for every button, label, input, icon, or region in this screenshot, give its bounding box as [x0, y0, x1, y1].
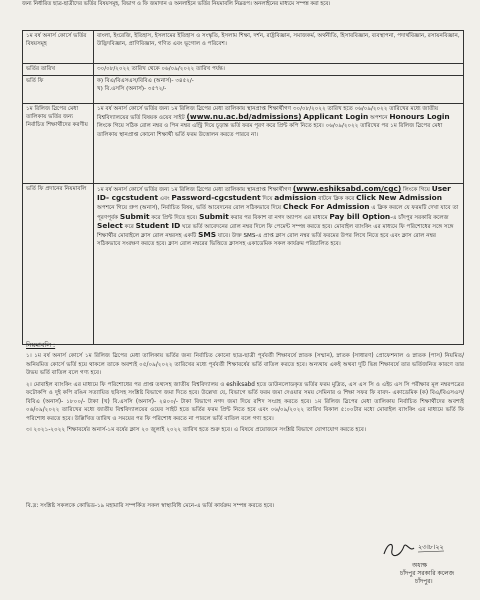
instruction-text: করে [124, 223, 134, 230]
payment-rules-label: ভর্তি ফি প্রদানের নিয়মাবলি [23, 184, 94, 345]
user-id-text: User ID- cgcstudent [97, 184, 451, 203]
payment-rules-text [94, 184, 464, 345]
footer-note: বি.দ্র: সংশ্লিষ্ট সকলকে কোভিড-১৯ মহামারি সম্পর্কিত সকল স্বাস্থ্যবিধি মেনে-এ ভর্তি কার্যক্রম সম্পন্ন করতে হবে। [26, 503, 275, 509]
date-label: ভর্তির তারিখ [23, 64, 94, 76]
signatory-location: চাঁদপুর। [415, 578, 433, 585]
instruction-text: লিংকে গিয়ে সঠিক রোল নম্বর ও পিন নম্বর এন্ট্রি দিয়ে চূড়ান্ত ভর্তি ফরম পূরণ করে প্রিন্ট কপি নিতে হবে। ০৬/০৯/২০২২ তারিখের পর ১ম রিলিজ স্লিপের মেধা তালিকায় স্থানপ্রাপ্ত কোনো শিক্ষার্থী ভর্তি ফরম উত্তোলন করতে পারবে না। [97, 123, 443, 138]
honours-login-text: Honours Login [389, 112, 450, 122]
instruction-text: ঘরে ভর্তি আবেদনের রোল নম্বর দিলে ফি পেমেন্ট সম্পন্ন করতে হবে। মোবাইল ব্যাংকিং এর মাধ্যমে ফি পরিশোধের সঙ্গে সঙ্গে শিক্ষার্থীর মোবাইলে ক্লাস রোল নম্বরসহ একটি [97, 223, 454, 240]
rule-item: ৩। ২০২১-২০২২ শিক্ষাবর্ষের অনার্স-১ম বর্ষের ক্লাস ২০ জুলাই ২০২২ তারিখ হতে শুরু হবে। এ বিষয়ে প্রয়োজনে সংশ্লিষ্ট বিভাগে যোগাযোগ করতে হবে। [26, 427, 367, 433]
instruction-text: এবং [159, 196, 170, 203]
fee-label: ভর্তি ফি [23, 76, 94, 104]
nu-admission-link[interactable]: (www.nu.ac.bd/admissions) [186, 112, 302, 122]
instruction-text: দিয়ে [262, 196, 273, 203]
instruction-text: করার পর বিকাশ বা নগদ অ্যাপস এর মাধ্যমে [230, 214, 328, 221]
first-release-instructions [94, 104, 464, 184]
instruction-text: এ ক্লিক করলে যে ফরমটি দেখা যাবে তা পূরণপূর্বক [97, 205, 459, 221]
fee-line-arts: ক) বিএ/বিএসএস/বিবিএ (অনার্স)- ৩৪৫২/- [97, 78, 194, 84]
fee-value [94, 76, 464, 104]
student-id-text: Student ID [135, 220, 181, 230]
date-value: ৩০/০৮/২০২২ তারিখ থেকে ০৬/০৯/২০২২ তারিখ পর্যন্ত। [94, 64, 464, 76]
admission-button-text: admission [274, 193, 317, 203]
signature-date: ২৩।৮।২২ [418, 543, 444, 551]
first-release-label: ১ম রিলিজ স্লিপের মেধা তালিকায় ভর্তির জন্য নির্বাচিত শিক্ষার্থীদের করণীয় [23, 104, 94, 184]
instruction-text: করে প্রিন্ট দিতে হবে। [151, 214, 198, 221]
instruction-text: ১ম বর্ষ অনার্স কোর্সে ভর্তির জন্য ১ম রিলিজ স্লিপের মেধা তালিকায় স্থানপ্রাপ্ত শিক্ষার্থীগণ ৩০/০৮/২০২২ তারিখ হতে ০৬/০৯/২০২২ তারিখের মধ্যে জাতীয় বিশ্ববিদ্যালয়ের ভর্তি বিষয়ক ওয়েব সাইট [97, 106, 439, 122]
table-row [23, 104, 464, 184]
rules-list [26, 352, 464, 438]
intro-text: জন্য নির্ধারিত ছাত্র-ছাত্রীদের ভর্তির বিষয়সমূহ, বিভাগ ও ফি জমাদান ও অনলাইনে ভর্তির নিয়মাবলি নিম্নরূপ। অনলাইনের মাধ্যমে সম্পন্ন করা হবে। [22, 1, 331, 7]
instruction-text: অপশনে [370, 115, 388, 122]
sms-text: SMS [198, 230, 217, 240]
signatory-org: চাঁদপুর সরকারি কলেজ [400, 570, 454, 577]
check-admission-text: Check For Admission [283, 202, 370, 212]
new-admission-text: Click New Admission [356, 193, 442, 203]
select-text: Select [97, 220, 123, 230]
table-row [23, 64, 464, 76]
signature-image [380, 538, 450, 560]
password-text: Password-cgcstudent [171, 193, 261, 203]
signatory-role: অধ্যক্ষ [412, 562, 428, 569]
subjects-label: ১ম বর্ষ অনার্স কোর্সে ভর্তির বিষয়সমূহ [23, 31, 94, 64]
rule-item: ২। মোবাইল ব্যাংকিং এর মাধ্যমে ফি পরিশোধের পর প্রাপ্ত তথ্যসহ জাতীয় বিশ্ববিদ্যালয় ও eshiksabd হতে ডাউনলোডকৃত ভর্তির ফরম মুদ্রিত, এস এস সি ও এইচ এস সি পরীক্ষার মূল নম্বরপত্রের ফটোকপি ও দুই কপি রঙিন সত্যায়িত ছবিসহ সংশ্লিষ্ট বিভাগে জমা দিতে হবে। উল্লেখ্য যে, বিভাগে ভর্তি ফরম জমা দেওয়ার সময় সেমিনার ও শিক্ষা সফর ফি বাবদ- একাডেমিক (ক) বিএ/বিএসএস/বিবিএ (অনার্স)- ১৮০০/- টাকা (খ) বি.এসসি (অনার্স)- ২৪০০/- টাকা বিভাগে নগদ জমা দিয়ে রশিদ সংগ্রহ করতে হবে। ১ম রিলিজ স্লিপের মেধা তালিকায় নির্বাচিত শিক্ষার্থীদের অবশ্যই ০৬/০৯/২০২২ তারিখের মধ্যে জাতীয় বিশ্ববিদ্যালয়ের ওয়েব সাইট হতে ভর্তির ফরম প্রিন্ট নিতে হবে এবং ০৬/০৯/২০২২ তারিখ বিকাল ৫:০০টার মধ্যে মোবাইল ব্যাংকিং এর মাধ্যমে ভর্তি ফি পরিশোধ করতে হবে। উল্লিখিত তারিখ ও সময়ের পর ফি পরিশোধ করতে না পারলে ভর্তি বাতিল বলে গণ্য হবে। [26, 381, 464, 422]
fee-line-science: খ) বি.এসসি (অনার্স)- ৩৫৭২/- [97, 86, 167, 93]
eshiksa-link[interactable]: (www.eshiksabd.com/cgc) [292, 184, 402, 193]
pay-bill-option-text: Pay bill Option [329, 211, 391, 221]
instruction-text: যাবে। উক্ত SMS-এ প্রাপ্ত ক্লাস রোল নম্বর ভর্তি ফরমের উপর লিখে নিতে হবে এবং ক্লাস রোল নম্বর সঠিকভাবে সংরক্ষণ করতে হবে। ক্লাস রোল নম্বরের ভিত্তিতে ক্লাসসহ একাডেমিক সকল কার্যক্রম পরিচালিত হবে। [97, 233, 436, 248]
admission-info-table [22, 30, 464, 345]
rule-item: ১। ১ম বর্ষ অনার্স কোর্সে ১ম রিলিজ স্লিপের মেধা তালিকায় ভর্তির জন্য নির্বাচিত কোনো ছাত্র-ছাত্রী পূর্ববর্তী শিক্ষাবর্ষে স্নাতক (সম্মান), স্নাতক (সাধারণ) প্রোফেশনাল ও স্নাতক (পাস) নিয়মিত/অনিয়মিত কোর্সে ভর্তি হয়ে থাকলে তাকে অবশ্যই ০৫/০৯/২০২২ তারিখের মধ্যে পূর্ববর্তী শিক্ষাবর্ষের ভর্তি বাতিল করতে হবে। অন্যথায় একই অথবা দুটি ভিন্ন শিক্ষাবর্ষে তার ভর্তিজনিত কারণে তার উভয় ভর্তি বাতিল বলে গণ্য হবে। [26, 353, 464, 376]
instruction-text: বাটনে ক্লিক করে [318, 196, 355, 203]
table-row [23, 76, 464, 104]
rules-heading: নিয়মাবলি : [26, 341, 56, 349]
instruction-text: লিংকে গিয়ে [403, 187, 430, 193]
instruction-text: -এ চাঁদপুর সরকারি কলেজ [390, 214, 449, 221]
table-row [23, 31, 464, 64]
submit-text: Submit [119, 211, 150, 221]
applicant-login-text: Applicant Login [303, 112, 369, 122]
subjects-value: বাংলা, ইংরেজি, ইতিহাস, ইসলামের ইতিহাস ও সংস্কৃতি, ইসলাম শিক্ষা, দর্শন, রাষ্ট্রবিজ্ঞান, সমাজকর্ম, অর্থনীতি, হিসাববিজ্ঞান, ব্যবস্থাপনা, পদার্থবিজ্ঞান, রসায়নবিজ্ঞান, উদ্ভিদবিজ্ঞান, প্রাণিবিজ্ঞান, গণিত এবং ভূগোল ও পরিবেশ। [94, 31, 464, 64]
instruction-text: অপশনে গিয়ে গ্রুপ (অনার্স), নির্বাচিত বিষয়, ভর্তি আবেদনের রোল সঠিকভাবে দিয়ে [97, 205, 282, 212]
instruction-text: ১ম বর্ষ অনার্স কোর্সে ভর্তির জন্য ১ম রিলিজ স্লিপের মেধা তালিকায় স্থানপ্রাপ্ত শিক্ষার্থীগণ [97, 187, 292, 193]
table-row [23, 184, 464, 345]
submit-text: Submit [199, 211, 229, 221]
